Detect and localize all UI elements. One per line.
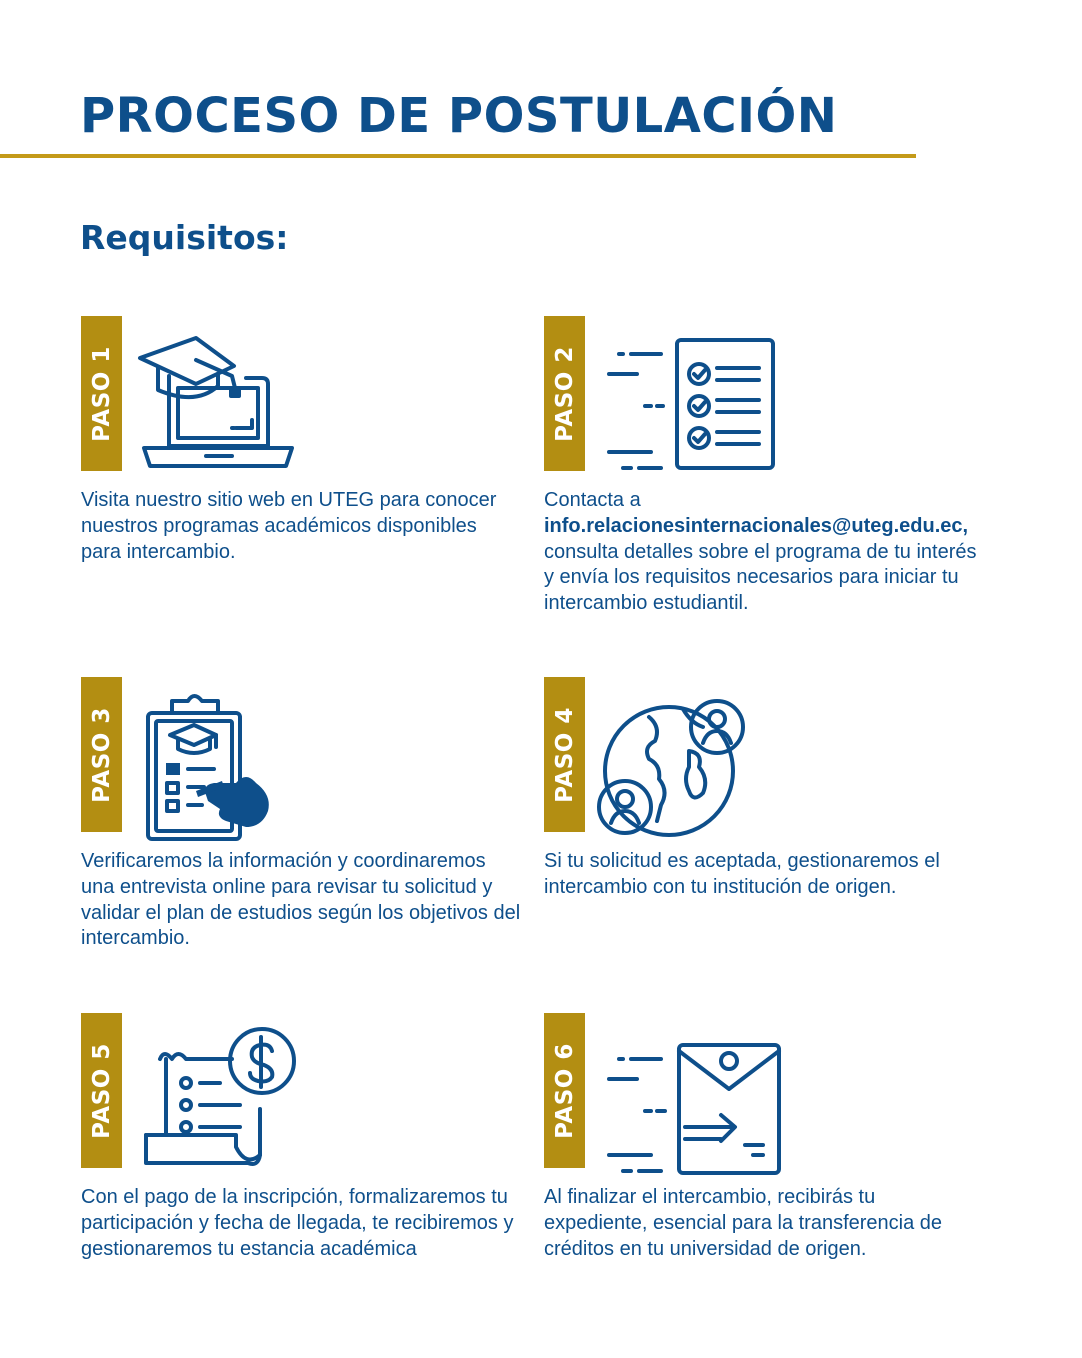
- step-description: Verificaremos la información y coordinaremos una entrevista online para revisar tu solicitud y validar el plan de estudios según los objetivos del intercambio.: [81, 850, 521, 950]
- step-label-tab: [544, 1013, 585, 1168]
- title-divider: [0, 154, 916, 158]
- checklist-icon: [599, 326, 759, 471]
- step-label: PASO 1: [88, 345, 115, 442]
- step-label: PASO 3: [88, 706, 115, 803]
- desc-text-after: consulta detalles sobre el programa de tu interés y envía los requisitos necesarios para iniciar tu intercambio estudiantil.: [544, 540, 977, 615]
- globe-people-icon: [599, 687, 759, 832]
- clipboard-hand-icon: [136, 687, 296, 832]
- payment-receipt-icon: [136, 1023, 296, 1168]
- contact-email[interactable]: info.relacionesinternacionales@uteg.edu.ec,: [544, 514, 969, 537]
- step-label: PASO 4: [551, 706, 578, 803]
- desc-text-before: Contacta a: [544, 489, 641, 511]
- step-label: PASO 5: [88, 1042, 115, 1139]
- graduation-laptop-icon: [136, 326, 296, 471]
- envelope-send-icon: [599, 1023, 759, 1168]
- page-title: PROCESO DE POSTULACIÓN: [80, 88, 838, 144]
- step-description: Visita nuestro sitio web en UTEG para conocer nuestros programas académicos disponibles para intercambio.: [81, 489, 497, 563]
- step-label-tab: [544, 677, 585, 832]
- step-description: [544, 488, 984, 617]
- step-label-tab: [81, 1013, 122, 1168]
- section-subtitle: Requisitos:: [80, 218, 289, 257]
- step-description: Con el pago de la inscripción, formalizaremos tu participación y fecha de llegada, te recibiremos y gestionaremos tu estancia académica: [81, 1186, 514, 1260]
- step-label-tab: [81, 316, 122, 471]
- step-description: Al finalizar el intercambio, recibirás tu expediente, esencial para la transferencia de créditos en tu universidad de origen.: [544, 1186, 943, 1260]
- step-description: Si tu solicitud es aceptada, gestionaremos el intercambio con tu institución de origen.: [544, 850, 940, 898]
- step-label: PASO 6: [551, 1042, 578, 1139]
- step-label-tab: [544, 316, 585, 471]
- step-label-tab: [81, 677, 122, 832]
- step-label: PASO 2: [551, 345, 578, 442]
